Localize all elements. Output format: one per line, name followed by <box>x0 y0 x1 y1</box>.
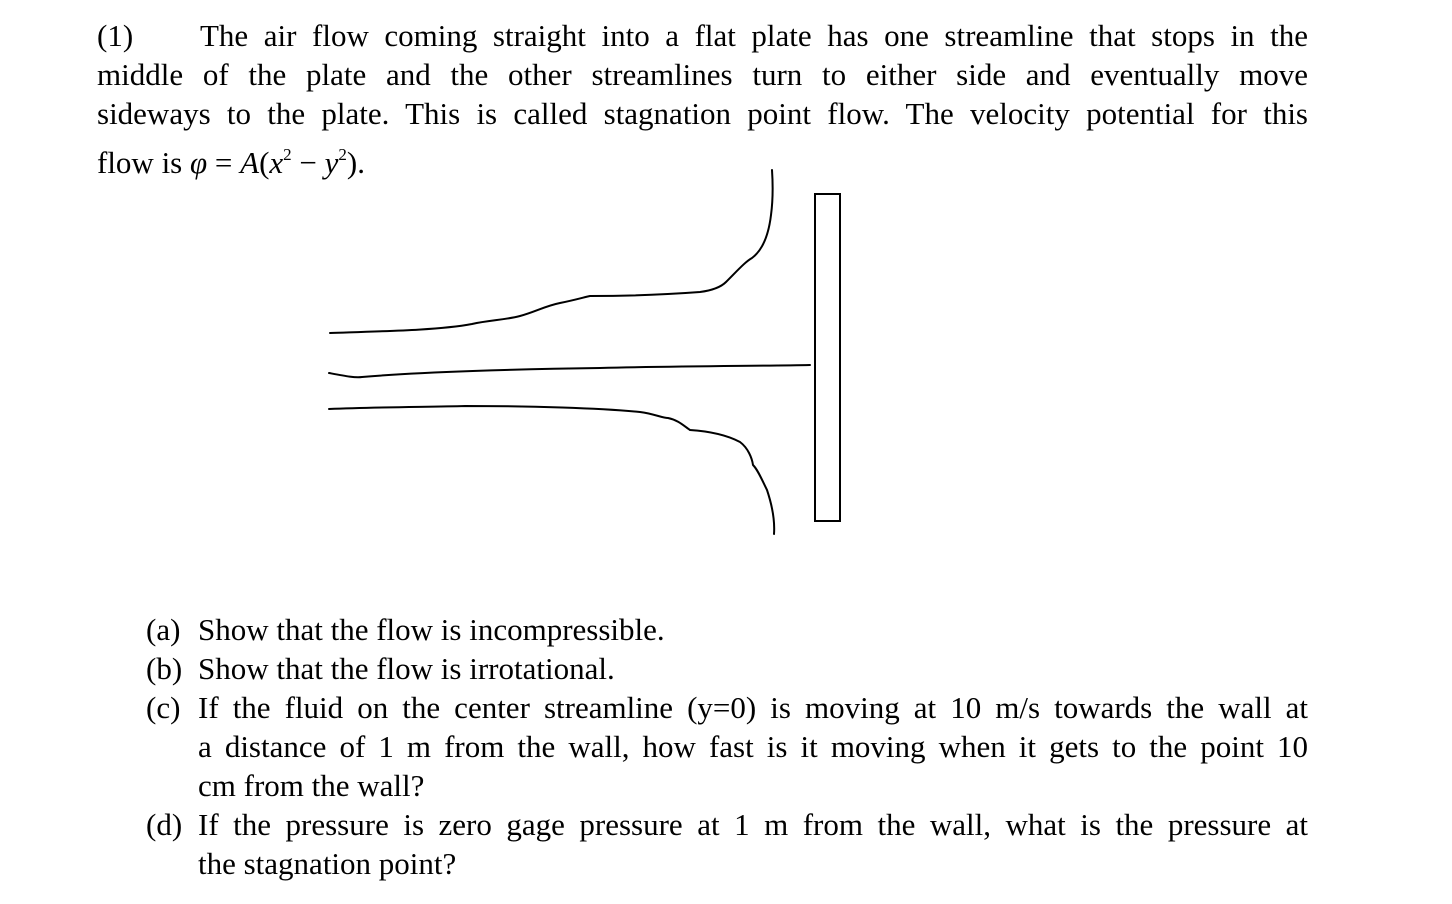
intro-line-3: sideways to the plate. This is called stagnation point flow. The velocity potential for this <box>97 96 1308 131</box>
sub-questions <box>146 610 1308 883</box>
part-c <box>146 688 1308 805</box>
problem-number: (1) <box>97 18 134 53</box>
formula-prefix: flow is <box>97 145 190 180</box>
flat-plate <box>815 194 840 521</box>
center-streamline <box>329 365 810 377</box>
part-a-label: (a) <box>146 612 181 647</box>
part-d-text <box>198 805 1308 883</box>
part-d-line-2: the stagnation point? <box>198 846 457 881</box>
close-paren: ) <box>346 145 358 180</box>
part-a-line-1: Show that the flow is incompressible. <box>198 612 665 647</box>
exponent-x: 2 <box>283 145 292 164</box>
part-a <box>146 610 1308 649</box>
part-c-label: (c) <box>146 690 181 725</box>
part-d <box>146 805 1308 883</box>
minus-sign: − <box>291 145 325 180</box>
intro-text-1: The air flow coming straight into a flat plate has one streamline that stops in the <box>200 18 1308 53</box>
streamlines-group <box>329 170 810 534</box>
exponent-y: 2 <box>338 145 347 164</box>
lower-streamline <box>329 406 774 534</box>
constant-a: A <box>240 145 260 180</box>
part-b <box>146 649 1308 688</box>
var-y: y <box>324 145 339 180</box>
part-c-line-1: If the fluid on the center streamline (y=0) is moving at 10 m/s towards the wall at <box>198 690 1308 725</box>
var-x: x <box>269 145 284 180</box>
part-b-label: (b) <box>146 651 183 686</box>
intro-line-2: middle of the plate and the other streamlines turn to either side and eventually move <box>97 57 1308 92</box>
part-c-text <box>198 688 1308 805</box>
phi-symbol: φ <box>190 145 208 180</box>
part-a-text <box>198 610 1308 649</box>
formula-period: . <box>357 145 365 180</box>
equals-sign: = <box>207 145 241 180</box>
part-b-line-1: Show that the flow is irrotational. <box>198 651 615 686</box>
part-d-line-1: If the pressure is zero gage pressure at 1 m from the wall, what is the pressure at <box>198 807 1308 842</box>
upper-streamline <box>330 170 773 333</box>
part-c-line-2: a distance of 1 m from the wall, how fast is it moving when it gets to the point 10 <box>198 729 1308 764</box>
part-d-label: (d) <box>146 807 183 842</box>
part-c-line-3: cm from the wall? <box>198 768 425 803</box>
open-paren: ( <box>259 145 270 180</box>
part-b-text <box>198 649 1308 688</box>
